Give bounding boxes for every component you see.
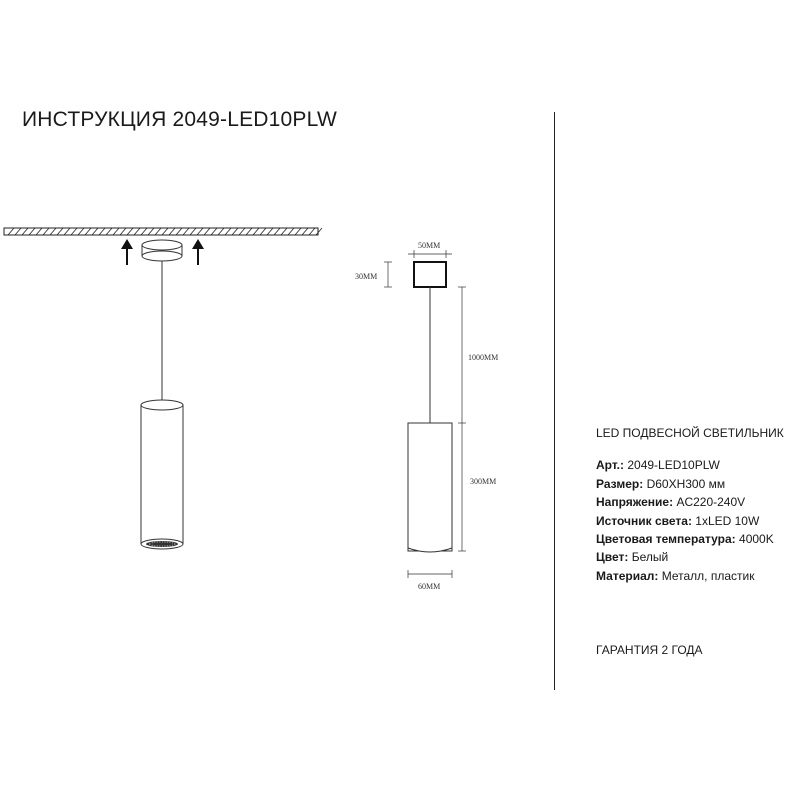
- spec-label: Цветовая температура:: [596, 532, 736, 547]
- mounting-arrow-left-icon: [121, 239, 133, 265]
- specs-panel: [596, 424, 784, 585]
- spec-value: D60XH300 мм: [646, 476, 726, 491]
- spec-label: Арт.:: [596, 458, 624, 473]
- spec-value: 2049-LED10PLW: [627, 458, 720, 473]
- canopy-height-label: 30MM: [355, 272, 378, 281]
- lamp-body-perspective: [141, 400, 183, 549]
- spec-row: [596, 530, 784, 548]
- spec-value: AC220-240V: [676, 495, 746, 510]
- spec-label: Размер:: [596, 476, 644, 491]
- body-height-label: 300MM: [470, 477, 497, 486]
- warranty-text: ГАРАНТИЯ 2 ГОДА: [596, 643, 703, 657]
- spec-row: [596, 475, 784, 493]
- spec-label: Напряжение:: [596, 495, 674, 510]
- canopy-outline: [414, 262, 446, 287]
- vertical-divider: [554, 112, 555, 690]
- spec-row: [596, 548, 784, 566]
- spec-row: [596, 456, 784, 474]
- ceiling: [4, 228, 322, 235]
- spec-list: [596, 456, 784, 585]
- lamp-body-outline: [408, 423, 452, 552]
- cable-length-label: 1000MM: [468, 353, 499, 362]
- spec-label: Цвет:: [596, 550, 629, 565]
- page-title: ИНСТРУКЦИЯ 2049-LED10PLW: [22, 108, 337, 131]
- product-type: LED ПОДВЕСНОЙ СВЕТИЛЬНИК: [596, 426, 784, 440]
- body-diameter-label: 60MM: [418, 582, 441, 591]
- spec-value: 4000K: [739, 532, 774, 547]
- spec-row: [596, 512, 784, 530]
- spec-label: Материал:: [596, 568, 659, 583]
- spec-row: [596, 493, 784, 511]
- technical-view: [355, 241, 498, 591]
- spec-value: 1xLED 10W: [695, 513, 760, 528]
- spec-value: Металл, пластик: [661, 568, 755, 583]
- spec-label: Источник света:: [596, 513, 692, 528]
- spec-value: Белый: [631, 550, 669, 565]
- canopy-width-label: 50MM: [418, 241, 441, 250]
- canopy-perspective: [142, 240, 182, 261]
- spec-row: [596, 567, 784, 585]
- mounting-arrow-right-icon: [192, 239, 204, 265]
